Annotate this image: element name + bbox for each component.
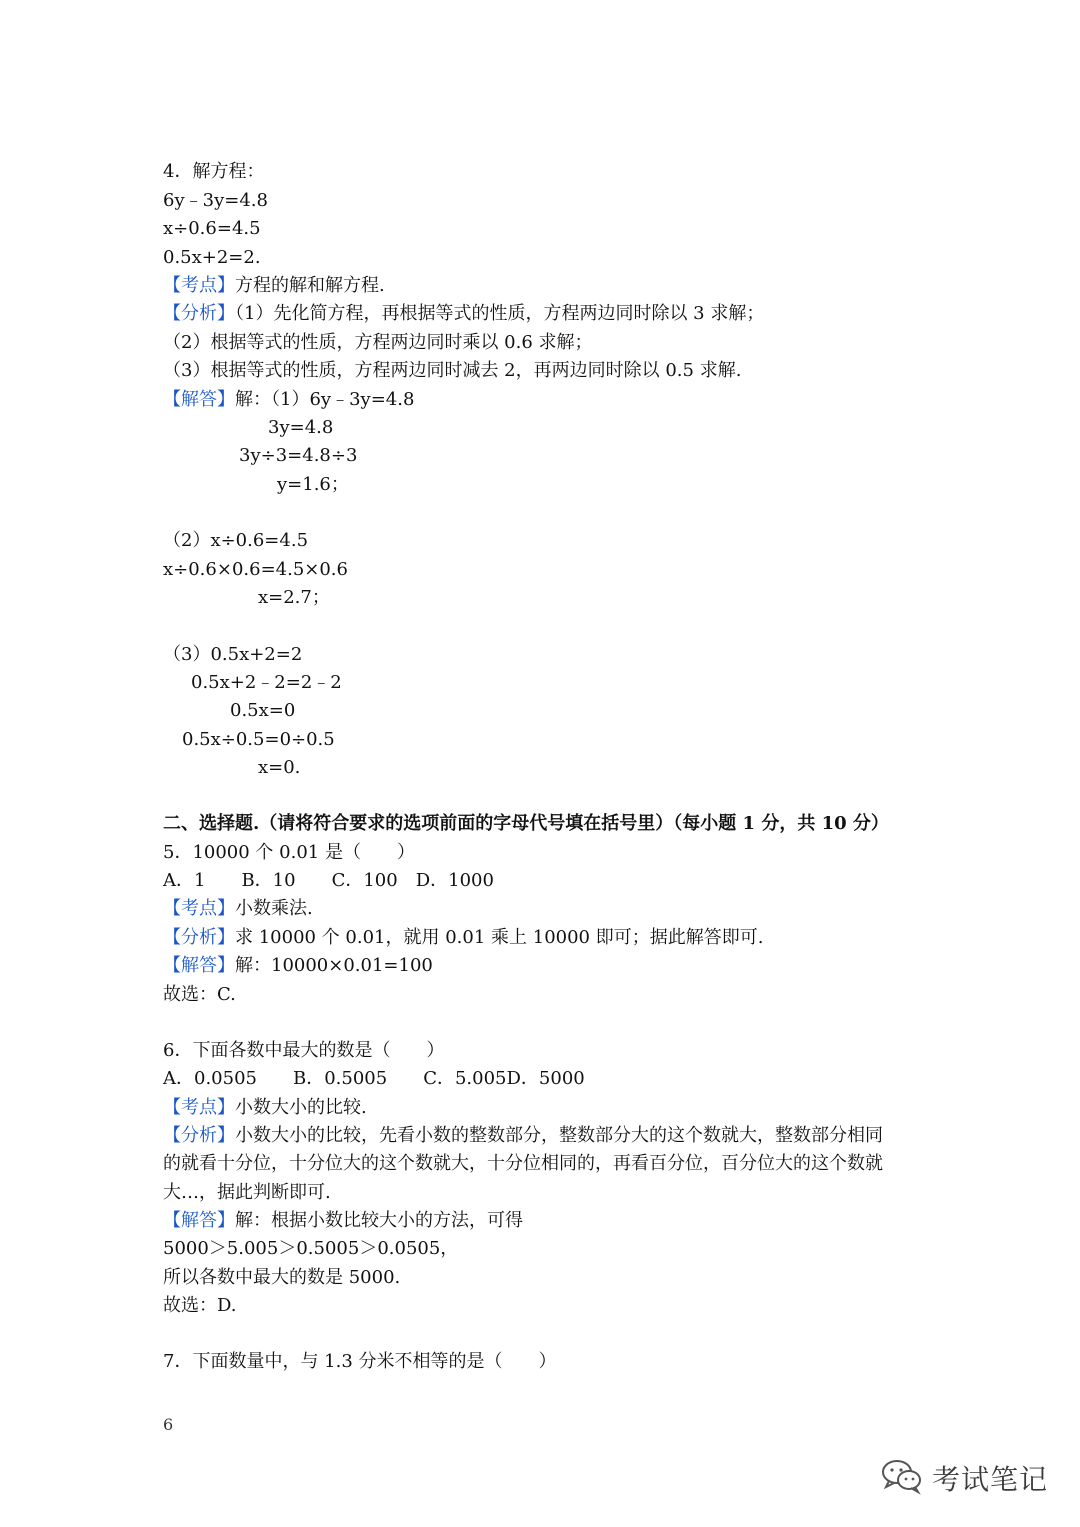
q4-eq1: 6y﹣3y=4.8	[163, 190, 268, 211]
fenxi-tag: 【分析】	[163, 1125, 235, 1146]
q6-title: 6．下面各数中最大的数是（ ）	[163, 1040, 445, 1061]
kaodian-tag: 【考点】	[163, 1097, 235, 1118]
q7-title: 7．下面数量中，与 1.3 分米不相等的是（ ）	[163, 1351, 557, 1372]
kaodian-text: 小数乘法.	[235, 898, 313, 919]
q4-step3c: 0.5x=0	[230, 700, 296, 721]
q5-options: A．1 B．10 C．100 D．1000	[163, 870, 494, 891]
kaodian-tag: 【考点】	[163, 898, 235, 919]
jieda-tag: 【解答】	[163, 955, 235, 976]
q4-step3b: 0.5x+2﹣2=2﹣2	[191, 672, 342, 693]
q4-eq3: 0.5x+2=2.	[163, 247, 261, 268]
q4-fenxi-3: （3）根据等式的性质，方程两边同时减去 2，再两边同时除以 0.5 求解.	[163, 360, 742, 381]
watermark	[880, 1448, 1048, 1508]
q4-step1a: 3y=4.8	[268, 417, 334, 438]
q4-eq2: x÷0.6=4.5	[163, 218, 261, 239]
q5-fenxi	[163, 926, 763, 950]
q6-options: A．0.0505 B．0.5005 C．5.005D．5000	[163, 1068, 585, 1089]
q6-line-a: 5000＞5.005＞0.5005＞0.0505，	[163, 1238, 459, 1259]
kaodian-text: 小数大小的比较.	[235, 1097, 367, 1118]
q4-step2b: x÷0.6×0.6=4.5×0.6	[163, 559, 348, 580]
q5-title: 5．10000 个 0.01 是（ ）	[163, 842, 415, 863]
q4-step3a: （3）0.5x+2=2	[163, 644, 303, 665]
jieda-text: 解：根据小数比较大小的方法，可得	[235, 1210, 523, 1231]
q6-fenxi-3: 大…，据此判断即可.	[163, 1182, 331, 1203]
jieda-text: 解：（1）6y﹣3y=4.8	[235, 389, 415, 410]
q5-jieda	[163, 954, 433, 978]
q6-jieda	[163, 1209, 523, 1233]
q4-step2a: （2）x÷0.6=4.5	[163, 530, 309, 551]
q6-line-b: 所以各数中最大的数是 5000.	[163, 1267, 401, 1288]
q6-fenxi	[163, 1124, 883, 1148]
fenxi-tag: 【分析】	[163, 303, 235, 324]
q4-step3d: 0.5x÷0.5=0÷0.5	[182, 729, 335, 750]
jieda-tag: 【解答】	[163, 1210, 235, 1231]
jieda-tag: 【解答】	[163, 389, 235, 410]
q4-title: 4．解方程：	[163, 161, 265, 182]
watermark-text: 考试笔记	[932, 1463, 1049, 1496]
section-heading: 二、选择题.（请将符合要求的选项前面的字母代号填在括号里）（每小题 1 分，共 10 分）	[163, 813, 889, 834]
q4-fenxi	[163, 302, 764, 326]
jieda-text: 解：10000×0.01=100	[235, 955, 433, 976]
q6-answer: 故选：D.	[163, 1295, 237, 1316]
wechat-icon	[880, 1457, 924, 1499]
q4-step1b: 3y÷3=4.8÷3	[239, 445, 358, 466]
q4-kaodian	[163, 274, 385, 298]
q6-kaodian	[163, 1096, 367, 1120]
q5-answer: 故选：C.	[163, 984, 236, 1005]
q4-step2c: x=2.7；	[258, 587, 330, 608]
fenxi-text: 求 10000 个 0.01，就用 0.01 乘上 10000 即可；据此解答即可.	[235, 927, 764, 948]
q4-jieda	[163, 388, 414, 412]
q4-step3e: x=0.	[258, 757, 301, 778]
page-number: 6	[163, 1415, 174, 1434]
q6-fenxi-2: 的就看十分位，十分位大的这个数就大，十分位相同的，再看百分位，百分位大的这个数就	[163, 1153, 883, 1174]
q5-kaodian	[163, 897, 313, 921]
kaodian-tag: 【考点】	[163, 275, 235, 296]
fenxi-text: （1）先化简方程，再根据等式的性质，方程两边同时除以 3 求解；	[235, 303, 765, 324]
fenxi-tag: 【分析】	[163, 927, 235, 948]
q4-fenxi-2: （2）根据等式的性质，方程两边同时乘以 0.6 求解；	[163, 332, 593, 353]
fenxi-text: 小数大小的比较，先看小数的整数部分，整数部分大的这个数就大，整数部分相同	[235, 1125, 883, 1146]
q4-step1c: y=1.6；	[277, 474, 349, 495]
kaodian-text: 方程的解和解方程.	[235, 275, 385, 296]
